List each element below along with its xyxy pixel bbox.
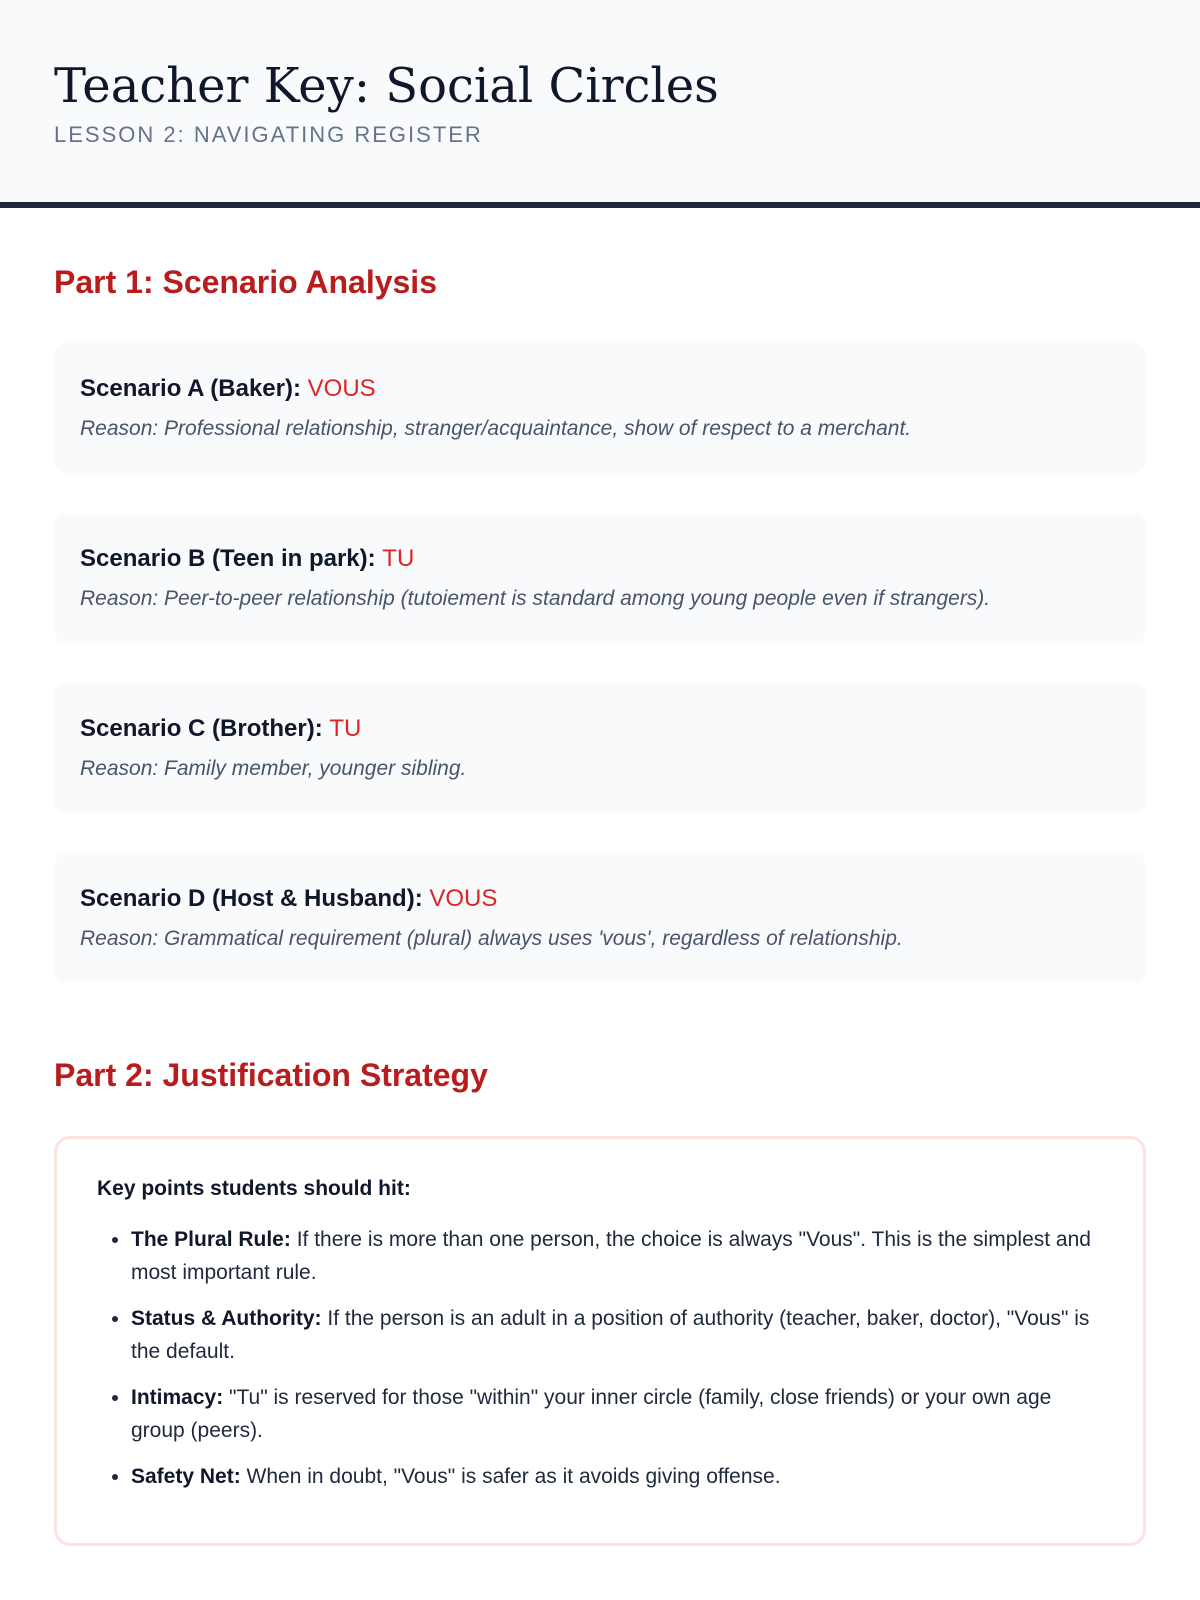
page-header bbox=[0, 0, 1200, 208]
page-subtitle: LESSON 2: NAVIGATING REGISTER bbox=[54, 122, 483, 147]
key-point-term: The Plural Rule: bbox=[131, 1228, 291, 1251]
scenario-answer: TU bbox=[382, 545, 415, 572]
scenario-title bbox=[80, 543, 1120, 575]
key-point-term: Status & Authority: bbox=[131, 1307, 322, 1330]
scenario-answer: TU bbox=[329, 715, 362, 742]
list-item bbox=[131, 1223, 1107, 1289]
scenario-card-a bbox=[54, 343, 1146, 473]
part2-heading: Part 2: Justification Strategy bbox=[54, 1057, 488, 1093]
part1-section bbox=[54, 208, 1146, 983]
scenario-reason: Reason: Peer-to-peer relationship (tutoiement is standard among young people even if strangers). bbox=[80, 587, 991, 610]
scenario-title bbox=[80, 713, 1120, 745]
key-point-term: Safety Net: bbox=[131, 1465, 241, 1488]
scenario-answer: VOUS bbox=[307, 375, 376, 402]
scenario-label: Scenario D (Host & Husband): bbox=[80, 885, 423, 912]
key-point-term: Intimacy: bbox=[131, 1386, 224, 1409]
scenario-label: Scenario B (Teen in park): bbox=[80, 545, 376, 572]
list-item bbox=[131, 1381, 1107, 1447]
scenario-label: Scenario A (Baker): bbox=[80, 375, 301, 402]
scenario-reason: Reason: Professional relationship, stranger/acquaintance, show of respect to a merchant. bbox=[80, 417, 912, 440]
scenario-answer: VOUS bbox=[429, 885, 498, 912]
list-item bbox=[131, 1302, 1107, 1368]
part1-heading: Part 1: Scenario Analysis bbox=[54, 264, 437, 300]
scenario-title bbox=[80, 373, 1120, 405]
scenario-reason: Reason: Grammatical requirement (plural) always uses 'vous', regardless of relationship. bbox=[80, 927, 903, 950]
key-point-text: When in doubt, "Vous" is safer as it avoids giving offense. bbox=[240, 1465, 781, 1488]
key-point-text: If the person is an adult in a position of authority (teacher, baker, doctor), "Vous" is the default. bbox=[131, 1307, 1090, 1363]
key-point-text: If there is more than one person, the choice is always "Vous". This is the simplest and most important rule. bbox=[131, 1228, 1091, 1284]
key-points-intro: Key points students should hit: bbox=[97, 1177, 411, 1200]
scenario-label: Scenario C (Brother): bbox=[80, 715, 323, 742]
key-point-text: "Tu" is reserved for those "within" your inner circle (family, close friends) or your own age group (peers). bbox=[131, 1386, 1052, 1442]
page-title: Teacher Key: Social Circles bbox=[54, 58, 719, 114]
scenario-card-b bbox=[54, 513, 1146, 643]
key-points-box bbox=[54, 1136, 1146, 1546]
scenario-title bbox=[80, 883, 1120, 915]
scenario-reason: Reason: Family member, younger sibling. bbox=[80, 757, 467, 780]
main-content bbox=[0, 208, 1200, 1546]
key-points-list bbox=[97, 1223, 1107, 1493]
list-item bbox=[131, 1460, 1107, 1493]
scenario-card-d bbox=[54, 853, 1146, 983]
part2-section bbox=[54, 1023, 1146, 1546]
scenario-card-c bbox=[54, 683, 1146, 813]
